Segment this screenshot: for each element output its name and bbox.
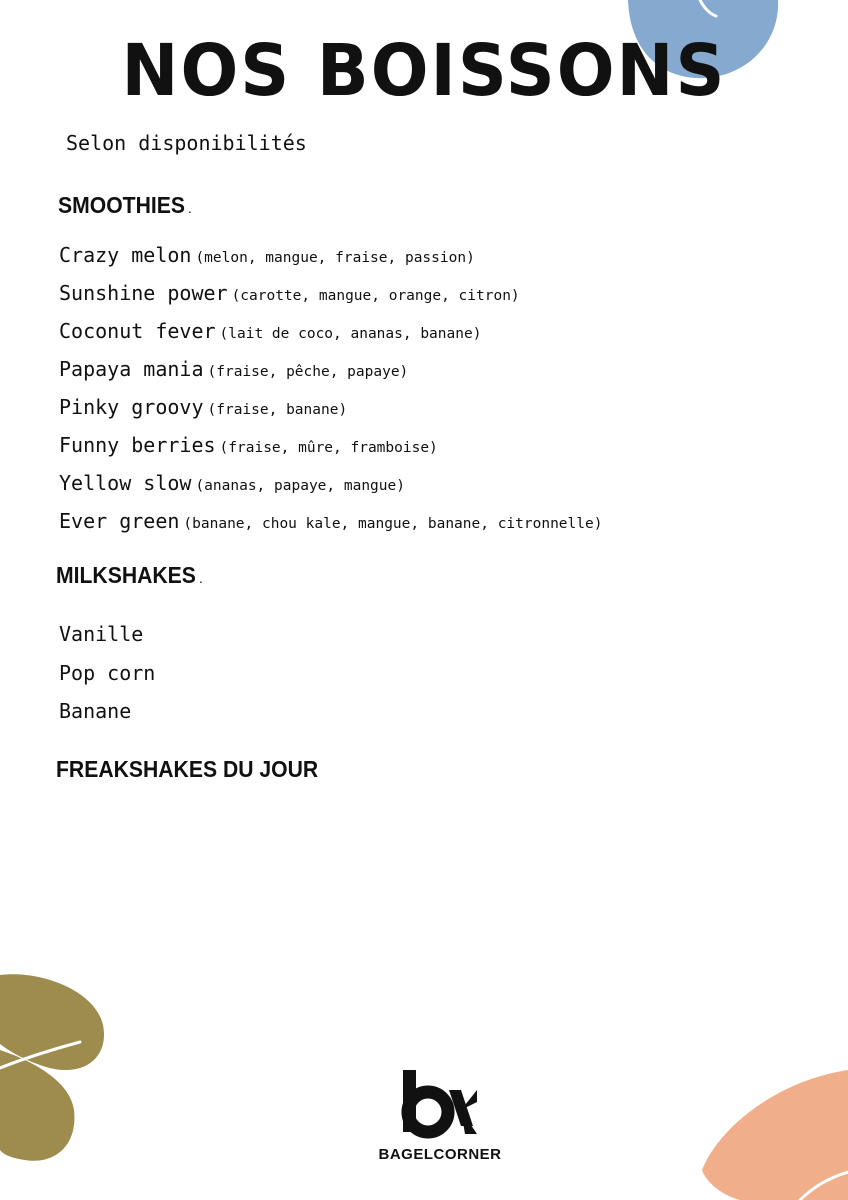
item-ingredients: (ananas, papaye, mangue): [195, 478, 405, 494]
item-ingredients: (fraise, pêche, papaye): [207, 364, 409, 380]
list-item: [59, 430, 602, 468]
list-item: [59, 354, 602, 392]
milkshakes-heading: [56, 560, 202, 596]
smoothies-heading-label: SMOOTHIES: [58, 192, 185, 218]
item-ingredients: (fraise, banane): [207, 402, 348, 418]
heading-dot: .: [188, 205, 192, 216]
list-item: [59, 468, 602, 506]
item-ingredients: (banane, chou kale, mangue, banane, citronnelle): [183, 516, 603, 532]
list-item: [59, 506, 602, 544]
smoothies-heading: [58, 190, 191, 226]
peach-leaf-decoration: [700, 1070, 848, 1200]
item-name: Coconut fever: [59, 319, 216, 343]
item-name: Pinky groovy: [59, 395, 204, 419]
milkshakes-heading-label: MILKSHAKES: [56, 562, 196, 588]
list-item: [59, 658, 155, 697]
olive-leaf-decoration: [0, 970, 110, 1170]
milkshakes-list: [59, 619, 155, 735]
item-name: Crazy melon: [59, 243, 192, 267]
item-ingredients: (melon, mangue, fraise, passion): [195, 250, 475, 266]
heading-dot: .: [199, 575, 203, 586]
item-name: Banane: [59, 699, 132, 723]
item-name: Yellow slow: [59, 471, 192, 495]
availability-note: Selon disponibilités: [66, 131, 307, 155]
brand-name: BAGELCORNER: [378, 1146, 502, 1163]
item-ingredients: (lait de coco, ananas, banane): [219, 326, 482, 342]
freakshakes-heading: FREAKSHAKES DU JOUR: [56, 756, 319, 782]
item-name: Vanille: [59, 622, 144, 646]
list-item: [59, 316, 602, 354]
bagelcorner-logo-icon: [401, 1068, 479, 1140]
smoothies-list: [59, 240, 602, 544]
list-item: [59, 696, 155, 735]
item-name: Papaya mania: [59, 357, 204, 381]
list-item: [59, 392, 602, 430]
item-name: Pop corn: [59, 660, 156, 685]
list-item: [59, 240, 602, 278]
page-title: NOS BOISSONS: [121, 30, 727, 113]
list-item: [59, 619, 155, 658]
item-ingredients: (fraise, mûre, framboise): [219, 440, 438, 456]
list-item: [59, 278, 602, 316]
bagelcorner-logo: [378, 1068, 502, 1163]
item-name: Sunshine power: [59, 281, 228, 305]
item-ingredients: (carotte, mangue, orange, citron): [231, 288, 520, 304]
item-name: Funny berries: [59, 433, 216, 457]
item-name: Ever green: [59, 509, 180, 533]
